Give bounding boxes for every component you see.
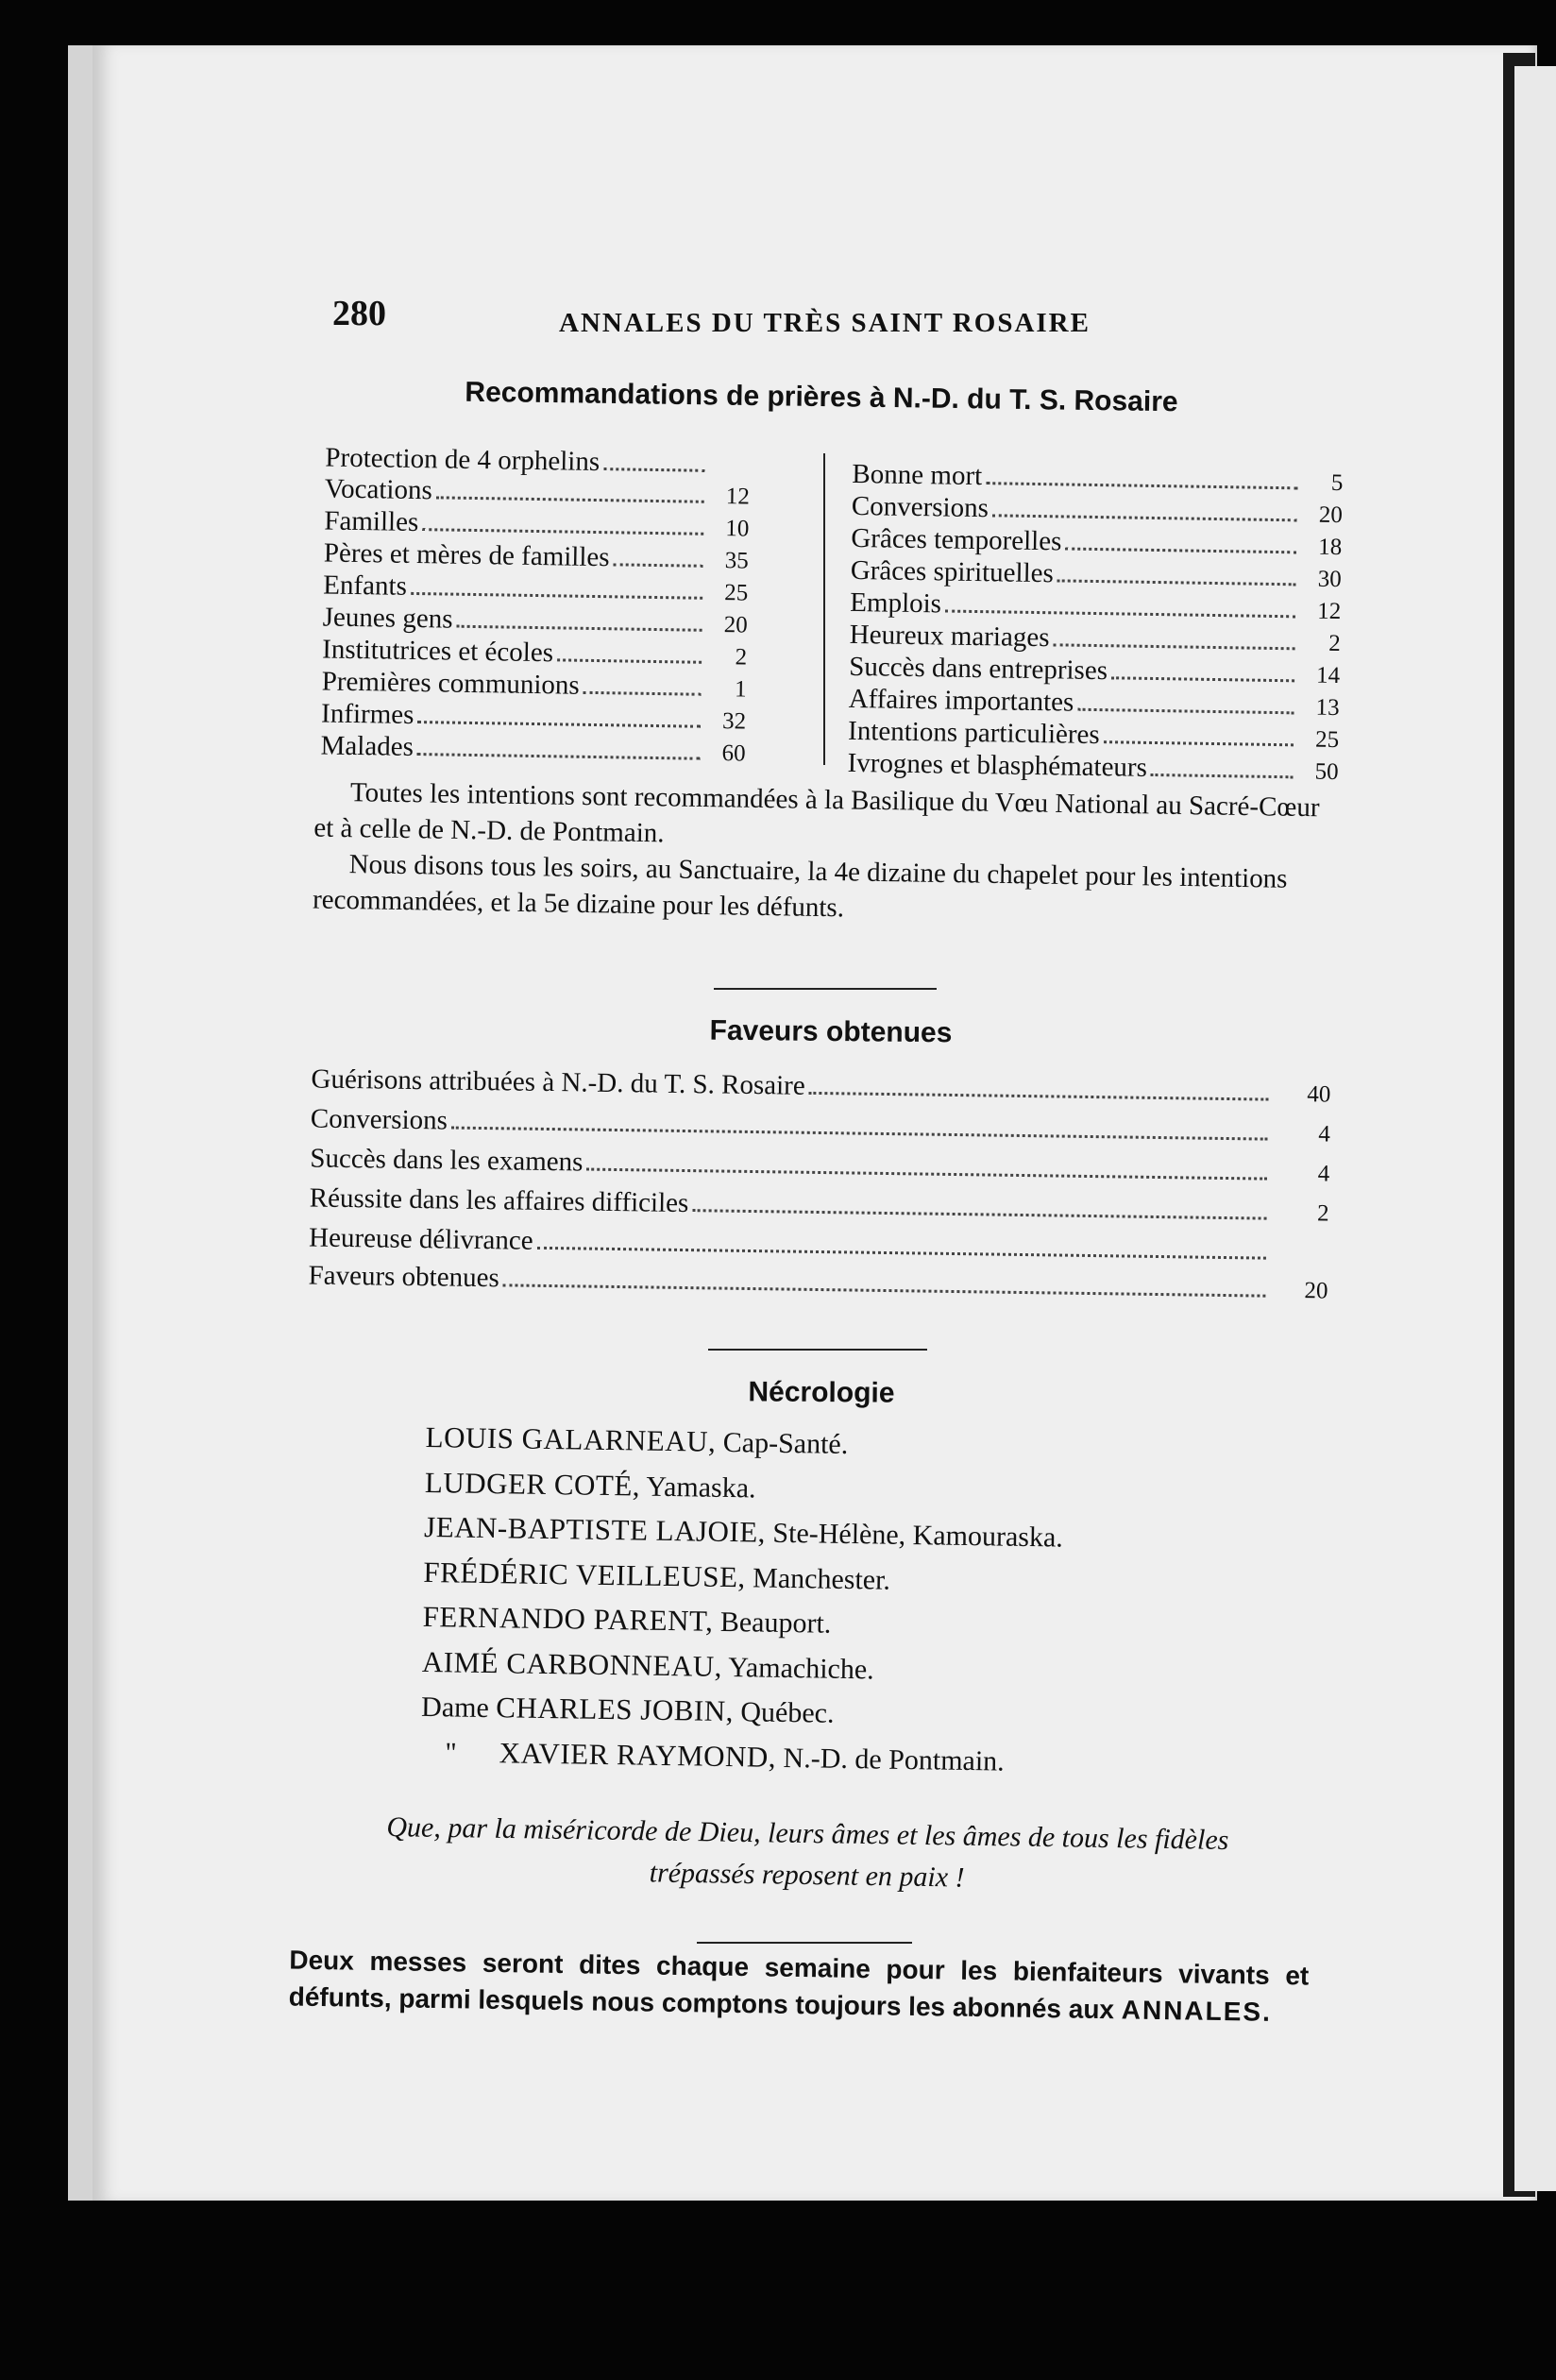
necrologie-list bbox=[420, 1416, 1276, 1788]
entry-label: Ivrognes et blasphémateurs bbox=[847, 747, 1148, 783]
entry-label: Heureux mariages bbox=[849, 619, 1050, 654]
deceased-place: Ste-Hélène, Kamouraska. bbox=[772, 1517, 1064, 1554]
entry-label: Réussite dans les affaires difficiles bbox=[309, 1182, 689, 1219]
leader-dots bbox=[1065, 547, 1296, 553]
entry-label: Faveurs obtenues bbox=[308, 1260, 499, 1294]
entry-count: 20 bbox=[1318, 502, 1344, 529]
deceased-place: Beauport. bbox=[719, 1606, 832, 1640]
leader-dots bbox=[1104, 740, 1294, 746]
entry-count bbox=[710, 472, 750, 473]
entry-label: Pères et mères de familles bbox=[323, 537, 610, 573]
entry-count: 20 bbox=[1304, 1278, 1328, 1304]
deceased-name: CHARLES JOBIN, bbox=[496, 1691, 735, 1728]
entry-label: Vocations bbox=[324, 473, 433, 506]
deceased-place: Yamaska. bbox=[646, 1470, 756, 1504]
entry-count: 1 bbox=[734, 676, 747, 703]
entry-prefix: " bbox=[445, 1736, 457, 1769]
entry-label: Emplois bbox=[850, 586, 942, 620]
entry-label: Protection de 4 orphelins bbox=[325, 442, 600, 478]
leader-dots bbox=[692, 1209, 1266, 1219]
leader-dots bbox=[586, 1168, 1267, 1181]
leader-dots bbox=[603, 468, 704, 472]
entry-count: 13 bbox=[1315, 694, 1340, 722]
deceased-name: JEAN-BAPTISTE LAJOIE, bbox=[423, 1509, 767, 1549]
entry-count: 30 bbox=[1317, 566, 1342, 593]
entry-count: 40 bbox=[1307, 1081, 1331, 1108]
entry-count: 2 bbox=[1328, 630, 1341, 657]
entry-label: Guérisons attribuées à N.-D. du T. S. Rosaire bbox=[311, 1063, 805, 1101]
entry-label: Malades bbox=[320, 730, 414, 762]
prayer-line: Que, par la miséricorde de Dieu, leurs âmes et les âmes de tous les fidèles bbox=[386, 1810, 1229, 1857]
deceased-place: Manchester. bbox=[752, 1561, 891, 1596]
leader-dots bbox=[1053, 643, 1294, 650]
faveurs-list bbox=[308, 1060, 1330, 1310]
entry-count: 2 bbox=[735, 644, 748, 671]
deceased-place: Yamachiche. bbox=[728, 1651, 874, 1685]
entry-count: 50 bbox=[1314, 758, 1339, 786]
necrologie-title: Nécrologie bbox=[748, 1376, 895, 1409]
entry-count: 60 bbox=[721, 740, 746, 767]
recommandations-paragraphs bbox=[313, 774, 1334, 934]
deceased-place: N.-D. de Pontmain. bbox=[783, 1742, 1005, 1777]
entry-label: Familles bbox=[324, 505, 419, 538]
entry-label: Premières communions bbox=[321, 666, 580, 701]
entry-label: Grâces spirituelles bbox=[850, 554, 1055, 589]
leader-dots bbox=[945, 609, 1295, 618]
section-divider bbox=[714, 988, 937, 990]
entry-prefix: Dame bbox=[420, 1691, 490, 1725]
prayer-text bbox=[292, 1805, 1322, 1904]
entry-count: 14 bbox=[1315, 662, 1341, 689]
entry-label: Infirmes bbox=[320, 698, 414, 730]
paragraph-intentions: Toutes les intentions sont recommandées à la Basilique du Vœu National au Sacré-Cœur et à celle de N.-D. de Pontmain. bbox=[313, 777, 1320, 849]
page-number: 280 bbox=[332, 294, 386, 333]
footer-note-text: Deux messes seront dites chaque semaine pour les bienfaiteurs vivants et défunts, parmi lesquels nous comptons toujours les abonnés aux bbox=[288, 1945, 1310, 2025]
next-page-edge bbox=[1514, 66, 1556, 2191]
entry-count: 32 bbox=[721, 708, 747, 735]
entry-label: Conversions bbox=[310, 1103, 448, 1136]
entry-count: 4 bbox=[1318, 1121, 1330, 1148]
entry-count: 18 bbox=[1318, 534, 1343, 561]
leader-dots bbox=[613, 563, 702, 567]
deceased-name: AIMÉ CARBONNEAU, bbox=[421, 1644, 723, 1683]
leader-dots bbox=[1057, 579, 1296, 586]
faveurs-title: Faveurs obtenues bbox=[709, 1014, 953, 1049]
recommandations-right-column bbox=[847, 459, 1343, 788]
paragraph-chapelet: Nous disons tous les soirs, au Sanctuaire, la 4e dizaine du chapelet pour les intentions recommandées, et la 5e dizaine pour les défunts. bbox=[312, 849, 1288, 924]
prayer-line: trépassés reposent en paix ! bbox=[649, 1857, 965, 1894]
leader-dots bbox=[809, 1092, 1269, 1101]
entry-label: Intentions particulières bbox=[847, 715, 1100, 751]
leader-dots bbox=[456, 625, 702, 632]
page-header bbox=[332, 293, 1277, 349]
entry-count: 12 bbox=[1317, 598, 1342, 625]
entry-count: 35 bbox=[724, 548, 749, 574]
running-title: ANNALES DU TRÈS SAINT ROSAIRE bbox=[559, 308, 1091, 338]
entry-label: Succès dans les examens bbox=[310, 1143, 584, 1178]
entry-label: Heureuse délivrance bbox=[308, 1222, 533, 1256]
deceased-name: FERNANDO PARENT, bbox=[422, 1599, 714, 1638]
section-divider bbox=[697, 1942, 912, 1944]
deceased-name: LUDGER COTÉ, bbox=[424, 1465, 641, 1503]
leader-dots bbox=[1077, 708, 1294, 715]
leader-dots bbox=[417, 753, 701, 760]
leader-dots bbox=[422, 528, 703, 536]
leader-dots bbox=[992, 514, 1297, 521]
leader-dots bbox=[1111, 676, 1294, 682]
entry-count: 25 bbox=[724, 580, 749, 606]
entry-label: Succès dans entreprises bbox=[848, 651, 1108, 687]
section-divider bbox=[708, 1349, 927, 1351]
leader-dots bbox=[451, 1127, 1268, 1141]
entry-label: Enfants bbox=[323, 570, 408, 602]
leader-dots bbox=[986, 482, 1297, 489]
entry-count bbox=[1272, 1260, 1328, 1261]
leader-dots bbox=[417, 721, 701, 728]
column-divider bbox=[823, 453, 825, 765]
entry-count: 2 bbox=[1316, 1200, 1329, 1227]
entry-label: Institutrices et écoles bbox=[321, 634, 554, 669]
entry-count: 25 bbox=[1314, 726, 1340, 754]
entry-label: Bonne mort bbox=[852, 458, 983, 492]
deceased-name: FRÉDÉRIC VEILLEUSE, bbox=[423, 1555, 746, 1593]
deceased-name: XAVIER RAYMOND, bbox=[499, 1735, 777, 1774]
leader-dots bbox=[537, 1247, 1266, 1260]
leader-dots bbox=[436, 496, 704, 502]
entry-label: Jeunes gens bbox=[322, 602, 453, 635]
entry-label: Affaires importantes bbox=[848, 683, 1074, 718]
entry-count: 20 bbox=[723, 612, 748, 638]
entry-label: Conversions bbox=[851, 490, 989, 524]
leader-dots bbox=[584, 691, 702, 696]
leader-dots bbox=[557, 658, 702, 663]
recommandations-title: Recommandations de prières à N.-D. du T. S. Rosaire bbox=[465, 376, 1178, 418]
footer-note-annales: ANNALES. bbox=[1121, 1995, 1273, 2027]
entry-count: 5 bbox=[1330, 469, 1344, 497]
entry-count: 4 bbox=[1317, 1161, 1330, 1187]
entry-count: 10 bbox=[725, 516, 750, 542]
recommandations-left-column bbox=[320, 442, 750, 769]
deceased-place: Cap-Santé. bbox=[722, 1426, 849, 1460]
recommandation-row bbox=[320, 730, 745, 769]
leader-dots bbox=[1151, 774, 1294, 778]
entry-count: 12 bbox=[725, 484, 751, 510]
deceased-name: LOUIS GALARNEAU, bbox=[425, 1420, 717, 1458]
deceased-place: Québec. bbox=[740, 1696, 835, 1729]
leader-dots bbox=[503, 1284, 1266, 1297]
entry-label: Grâces temporelles bbox=[851, 522, 1062, 557]
leader-dots bbox=[411, 592, 702, 600]
